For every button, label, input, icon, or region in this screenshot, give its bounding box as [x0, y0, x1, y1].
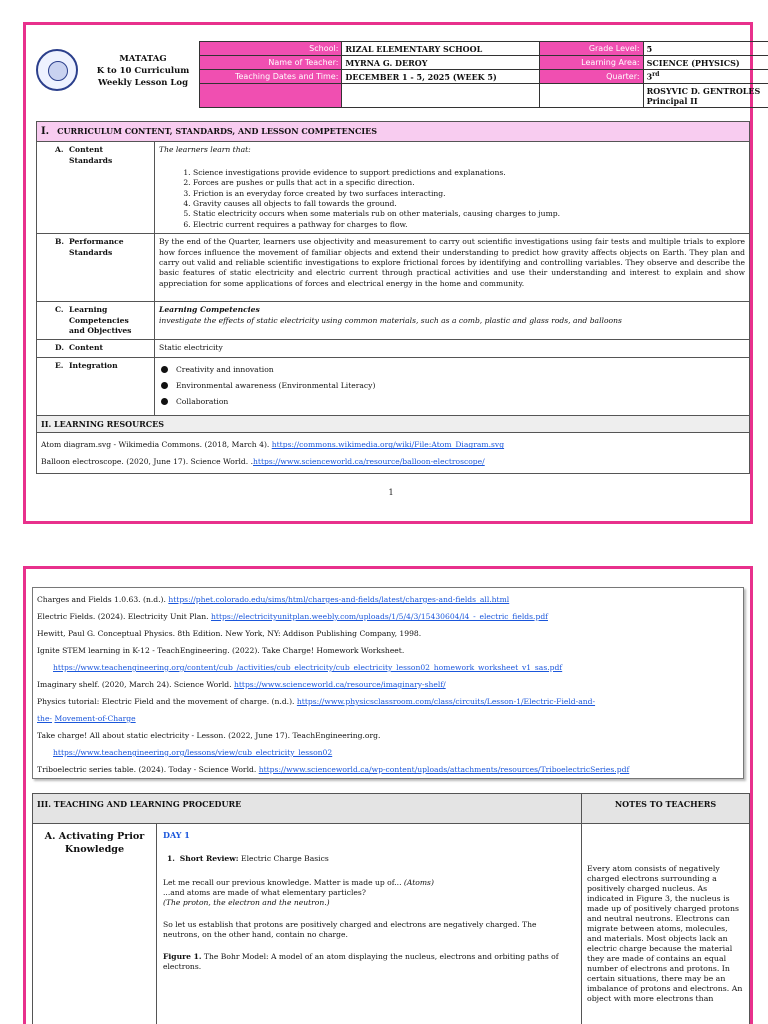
- day-label: DAY 1: [163, 830, 190, 840]
- principal-cell: [643, 84, 768, 108]
- page-number: 1: [388, 488, 394, 497]
- section-1-header: [37, 122, 750, 142]
- reference-continuation: [37, 747, 739, 758]
- integration-text: Collaboration: [176, 396, 229, 406]
- competencies-label: [37, 302, 155, 340]
- integration-cell: [155, 357, 750, 415]
- content-standards-label-2: Standards: [69, 155, 113, 165]
- integration-label: [37, 357, 155, 415]
- reference-text: Imaginary shelf. (2020, March 24). Science World.: [37, 680, 234, 689]
- blank-cell: [540, 84, 643, 108]
- content-standards-intro: The learners learn that:: [159, 145, 251, 155]
- standard-item: 1. Science investigations provide evidence to support predictions and explanations.: [193, 168, 745, 178]
- school-label: School:: [200, 42, 342, 56]
- standard-item: 3. Friction is an everyday force created by two surfaces interacting.: [193, 189, 745, 199]
- grade-label: Grade Level:: [540, 42, 643, 56]
- content-standards-cell: [155, 142, 750, 234]
- letter-e: E.: [55, 360, 64, 370]
- reference-link[interactable]: https://www.physicsclassroom.com/class/circuits/Lesson-1/Electric-Field-and-: [296, 697, 596, 706]
- integration-item: [159, 378, 745, 394]
- activating-prior-knowledge-label: A. Activating Prior Knowledge: [33, 824, 157, 1024]
- resources-cell: [37, 433, 750, 474]
- reference-link[interactable]: https://www.teachengineering.org/content/cub_/activities/cub_electricity/cub_electricity_lesson02_homework_worksheet_v1_sas.pdf: [53, 663, 563, 672]
- area-label: Learning Area:: [540, 56, 643, 70]
- standard-item: 6. Electric current requires a pathway for charges to flow.: [193, 220, 745, 230]
- references-box: [32, 587, 744, 779]
- matatag-line-2: K to 10 Curriculum: [96, 66, 190, 76]
- content-standards-list: [159, 168, 745, 230]
- resource-line: [41, 453, 745, 470]
- dates-label: Teaching Dates and Time:: [200, 70, 342, 84]
- short-review: [163, 854, 575, 864]
- matatag-line-1: MATATAG: [119, 54, 167, 64]
- letter-d: D.: [55, 343, 64, 353]
- notes-header: NOTES TO TEACHERS: [582, 794, 750, 824]
- reference-item: [37, 764, 739, 775]
- integration-label-text: Integration: [69, 360, 118, 370]
- integration-text: Creativity and innovation: [176, 364, 274, 374]
- area-value: SCIENCE (PHYSICS): [643, 56, 768, 70]
- deped-seal-icon: [36, 49, 78, 91]
- standard-item: 2. Forces are pushes or pulls that act in a specific direction.: [193, 178, 745, 188]
- reference-item: [37, 645, 739, 673]
- reference-item: [37, 611, 739, 622]
- blank-value: [342, 84, 540, 108]
- principal-title: Principal II: [646, 96, 698, 106]
- resource-link[interactable]: https://commons.wikimedia.org/wiki/File:Atom_Diagram.svg: [271, 440, 505, 450]
- reference-item: [37, 594, 739, 605]
- competencies-label-3: and Objectives: [69, 326, 132, 336]
- blank-label: [200, 84, 342, 108]
- procedure-table: [32, 793, 750, 1024]
- curriculum-title: [88, 53, 198, 89]
- charges-paragraph: So let us establish that protons are positively charged and electrons are negatively charged. The neutrons, on the other hand, contain no charge.: [163, 920, 537, 939]
- resource-text: Balloon electroscope. (2020, June 17). Science World. .: [41, 457, 253, 467]
- reference-link[interactable]: https://www.scienceworld.ca/resource/imaginary-shelf/: [233, 680, 446, 689]
- matatag-line-3: Weekly Lesson Log: [97, 78, 189, 88]
- competencies-text: investigate the effects of static electricity using common materials, such as a comb, plastic and glass rods, and balloons: [159, 315, 622, 325]
- procedure-content: [157, 824, 582, 1024]
- performance-standards-text: By the end of the Quarter, learners use objectivity and measurement to carry out scientific investigations using fair tests and multiple trials to explore how forces influence the movement of familiar objects and extend their understanding to predict how gravity affects objects on Earth. They plan and carry out valid and reliable scientific investigations to explore frictional forces by identifying and controlling variables. They observe and describe the basic features of static electricity and electric current through practical activities and use their understanding and interest to explain and show appreciation for some applications of forces and electrical energy in the home and community.: [155, 234, 750, 302]
- section-1-number: I.: [41, 126, 50, 137]
- section-1-title: CURRICULUM CONTENT, STANDARDS, AND LESSON COMPETENCIES: [57, 126, 378, 136]
- reference-text: Hewitt, Paul G. Conceptual Physics. 8th Edition. New York, NY: Addison Publishing Company, 1998.: [37, 629, 422, 638]
- reference-text: Charges and Fields 1.0.63. (n.d.).: [37, 595, 169, 604]
- reference-text: Physics tutorial: Electric Field and the movement of charge. (n.d.).: [37, 697, 297, 706]
- letter-b: B.: [55, 237, 65, 247]
- resource-line: [41, 436, 745, 453]
- grade-value: 5: [643, 42, 768, 56]
- quarter-value: [643, 70, 768, 84]
- reference-link[interactable]: https://www.teachengineering.org/lessons/view/cub_electricity_lesson02: [53, 748, 333, 757]
- particles-answer: (The proton, the electron and the neutron.): [163, 898, 330, 907]
- letter-c: C.: [55, 305, 64, 315]
- integration-item: [159, 394, 745, 410]
- dates-value: DECEMBER 1 - 5, 2025 (WEEK 5): [342, 70, 540, 84]
- content-value: Static electricity: [155, 340, 750, 357]
- quarter-number: 3: [646, 71, 653, 82]
- reference-item: [37, 679, 739, 690]
- reference-item: [37, 628, 739, 639]
- bullet-dot-icon: [161, 398, 168, 405]
- reference-item: [37, 730, 739, 758]
- content-standards-label: [37, 142, 155, 234]
- reference-text: Triboelectric series table. (2024). Today - Science World.: [37, 765, 259, 774]
- figure-caption: [163, 952, 575, 972]
- review-text: Electric Charge Basics: [238, 854, 329, 863]
- performance-label-2: Standards: [69, 247, 113, 257]
- competencies-label-2: Competencies: [69, 315, 129, 325]
- content-label: [37, 340, 155, 357]
- resource-text: Atom diagram.svg - Wikimedia Commons. (2018, March 4).: [41, 440, 272, 450]
- competencies-label-1: Learning: [69, 305, 108, 315]
- review-label: Short Review:: [179, 854, 239, 863]
- reference-link[interactable]: https://electricityunitplan.weebly.com/uploads/1/5/4/3/15430604/l4_-_electric_fields.pdf: [211, 612, 548, 621]
- reference-item: [37, 696, 739, 724]
- teacher-value: MYRNA G. DEROY: [342, 56, 540, 70]
- page-2: [23, 566, 753, 1024]
- bullet-dot-icon: [161, 366, 168, 373]
- section-3-header: III. TEACHING AND LEARNING PROCEDURE: [33, 794, 582, 824]
- page-1: [23, 22, 761, 524]
- reference-continuation: [37, 713, 739, 724]
- letter-a: A.: [55, 145, 64, 155]
- figure-label: Figure 1.: [163, 952, 202, 961]
- quarter-suffix: rd: [652, 71, 660, 79]
- standard-item: 4. Gravity causes all objects to fall towards the ground.: [193, 199, 745, 209]
- reference-link[interactable]: https://www.scienceworld.ca/wp-content/uploads/attachments/resources/TriboelectricSeries.pdf: [258, 765, 630, 774]
- resource-link[interactable]: https://www.scienceworld.ca/resource/balloon-electroscope/: [253, 457, 485, 467]
- integration-item: [159, 362, 745, 378]
- reference-text: Ignite STEM learning in K-12 - TeachEngineering. (2022). Take Charge! Homework Worksheet.: [37, 646, 405, 655]
- reference-continuation: [37, 662, 739, 673]
- review-number: 1.: [167, 854, 175, 863]
- notes-to-teachers: Every atom consists of negatively charged electrons surrounding a positively charged nucleus. As indicated in Figure 3, the nucleus is made up of positively charged protons and neutral neutrons. Electrons can migrate between atoms, molecules, and materials. Most objects lack an electric charge because the material they are made of contains an equal number of electrons and protons. In certain situations, there may be an imbalance of protons and electrons. An object with more electrons than: [582, 824, 750, 1024]
- reference-text: Take charge! All about static electricity - Lesson. (2022, June 17). TeachEngineering.org.: [37, 731, 381, 740]
- reference-link[interactable]: Movement-of-Charge: [54, 714, 136, 723]
- performance-standards-label: [37, 234, 155, 302]
- recall-text: Let me recall our previous knowledge. Matter is made up of...: [163, 878, 404, 887]
- quarter-label: Quarter:: [540, 70, 643, 84]
- reference-link[interactable]: https://phet.colorado.edu/sims/html/charges-and-fields/latest/charges-and-fields_all.html: [168, 595, 510, 604]
- performance-label-1: Performance: [69, 237, 124, 247]
- reference-text: Electric Fields. (2024). Electricity Unit Plan.: [37, 612, 212, 621]
- section-2-header: II. LEARNING RESOURCES: [37, 415, 750, 432]
- header-info-table: [199, 41, 768, 108]
- principal-name: ROSYVIC D. GENTROLES: [646, 86, 761, 96]
- teacher-label: Name of Teacher:: [200, 56, 342, 70]
- recall-answer: (Atoms): [403, 878, 434, 887]
- recall-paragraph: [163, 878, 575, 888]
- school-value: RIZAL ELEMENTARY SCHOOL: [342, 42, 540, 56]
- particles-question: ...and atoms are made of what elementary particles?: [163, 888, 366, 897]
- integration-text: Environmental awareness (Environmental Literacy): [176, 380, 376, 390]
- figure-text: The Bohr Model: A model of an atom displaying the nucleus, electrons and orbiting paths of electrons.: [163, 952, 559, 971]
- reference-link-prefix[interactable]: the-: [37, 714, 53, 723]
- competencies-cell: [155, 302, 750, 340]
- content-standards-label-1: Content: [69, 145, 103, 155]
- curriculum-table: [36, 121, 750, 474]
- standard-item: 5. Static electricity occurs when some materials rub on other materials, causing charges to jump.: [193, 209, 745, 219]
- content-label-text: Content: [69, 343, 103, 353]
- bullet-dot-icon: [161, 382, 168, 389]
- competencies-heading: Learning Competencies: [159, 305, 260, 315]
